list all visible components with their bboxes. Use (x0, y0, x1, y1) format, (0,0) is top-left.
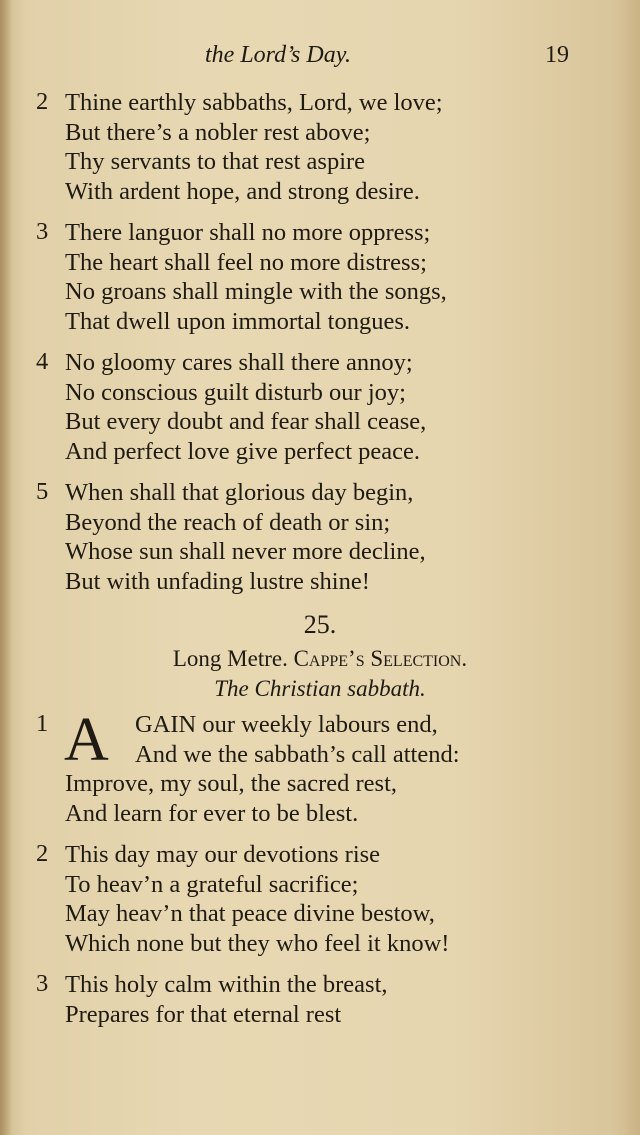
verse-line: This holy calm within the breast, (65, 971, 388, 998)
dropcap-block (0, 706, 640, 774)
page-header (0, 42, 640, 82)
stanza (0, 218, 640, 336)
verse-line: But with unfading lustre shine! (65, 567, 370, 595)
verse-line: There languor shall no more oppress; (65, 219, 431, 246)
verse-number: 5 (36, 478, 49, 505)
hymn-source: Cappe’s Selection. (293, 646, 468, 671)
verse-line: Beyond the reach of death or sin; (65, 508, 391, 536)
metre-label: Long Metre. (172, 646, 288, 671)
stanza (0, 840, 640, 958)
verse-line: No conscious guilt disturb our joy; (65, 378, 406, 406)
verse-line: To heav’n a grateful sacrifice; (65, 870, 359, 898)
stanza (0, 970, 640, 1029)
verse-line: Whose sun shall never more decline, (65, 538, 426, 565)
verse-line: But there’s a nobler rest above; (65, 118, 371, 146)
verse-number: 2 (36, 88, 49, 115)
running-head: the Lord’s Day. (205, 42, 352, 68)
verse-line: And perfect love give perfect peace. (65, 437, 421, 465)
verse-number: 1 (36, 710, 49, 737)
stanza (0, 348, 640, 466)
hymn-metre (0, 646, 640, 672)
verse-line: Improve, my soul, the sacred rest, (65, 770, 398, 797)
verse-line: Prepares for that eternal rest (65, 1000, 342, 1028)
verse-number: 3 (36, 218, 49, 245)
verse-line: GAIN our weekly labours end, (135, 711, 438, 738)
verse-line: The heart shall feel no more distress; (65, 248, 427, 276)
hymn-25-stanzas (0, 840, 640, 1029)
verse-line: No groans shall mingle with the songs, (65, 278, 447, 305)
verse-line: When shall that glorious day begin, (65, 479, 414, 506)
verse-line: That dwell upon immortal tongues. (65, 307, 410, 335)
verse-line: May heav’n that peace divine bestow, (65, 900, 435, 927)
verse-line: But every doubt and fear shall cease, (65, 408, 427, 435)
verse-number: 3 (36, 970, 49, 997)
page-content (0, 88, 640, 1041)
verse-line: Thine earthly sabbaths, Lord, we love; (65, 89, 443, 116)
stanza (0, 478, 640, 596)
page-number: 19 (545, 42, 569, 68)
drop-cap: A (64, 706, 109, 774)
verse-line: Which none but they who feel it know! (65, 929, 450, 957)
hymn-number: 25. (303, 610, 337, 639)
stanza (0, 706, 640, 828)
verse-number: 2 (36, 840, 49, 867)
verse-line: With ardent hope, and strong desire. (65, 177, 420, 205)
verse-line: No gloomy cares shall there annoy; (65, 349, 413, 376)
verse-line: And we the sabbath’s call attend: (135, 740, 460, 768)
hymn-24-stanzas (0, 88, 640, 596)
verse-line: This day may our devotions rise (65, 841, 381, 868)
verse-number: 4 (36, 348, 49, 375)
hymn-subtitle: The Christian sabbath. (214, 676, 426, 701)
verse-line: And learn for ever to be blest. (65, 799, 359, 827)
stanza (0, 88, 640, 206)
verse-line: Thy servants to that rest aspire (65, 148, 366, 175)
